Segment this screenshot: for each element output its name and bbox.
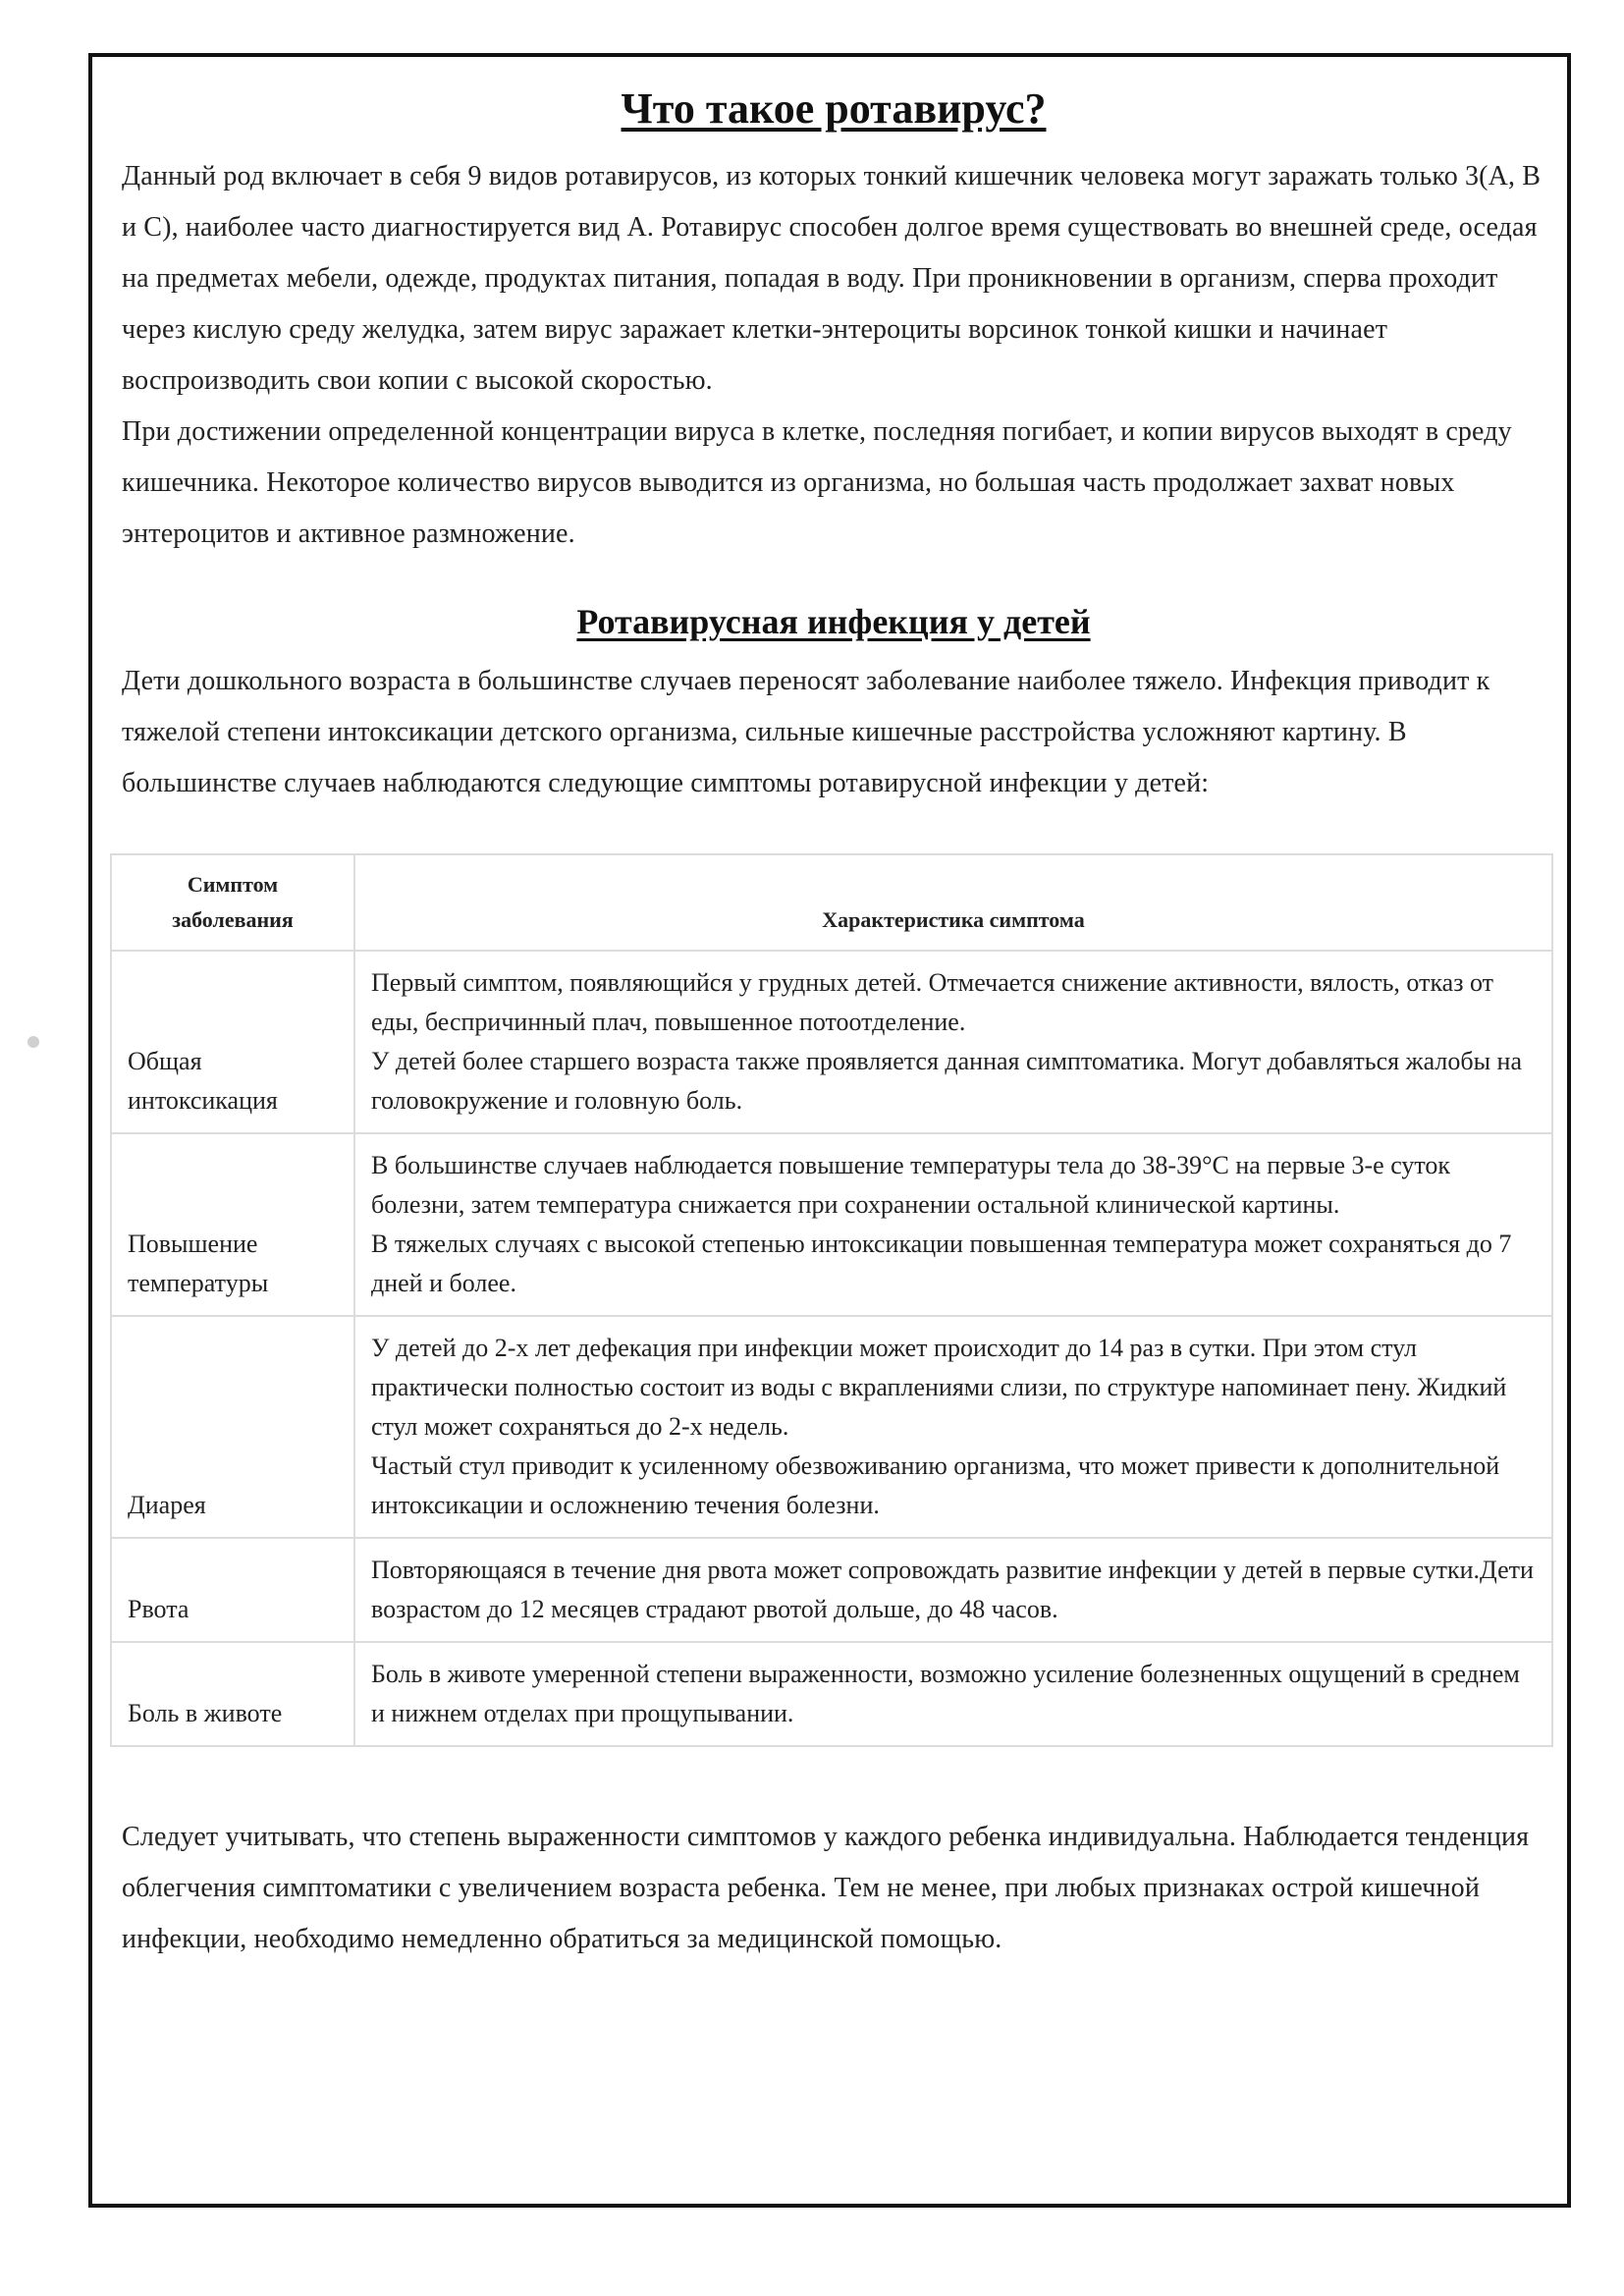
table-header-row — [111, 854, 1552, 951]
intro-paragraph-1: Данный род включает в себя 9 видов ротавирусов, из которых тонкий кишечник человека могут заражать только 3(A, B и C), наиболее часто диагностируется вид А. Ротавирус способен долгое время существовать во внешней среде, оседая на предметах мебели, одежде, продуктах питания, попадая в воду. При проникновении в организм, сперва проходит через кислую среду желудка, затем вирус заражает клетки-энтероциты ворсинок тонкой кишки и начинает воспроизводить свои копии с высокой скоростью. — [122, 161, 1542, 396]
section-paragraph: Дети дошкольного возраста в большинстве случаев переносят заболевание наиболее тяжело. Инфекция приводит к тяжелой степени интоксикации детского организма, сильные кишечные расстройства усложняют картину. В большинстве случаев наблюдаются следующие симптомы ротавирусной инфекции у детей: — [122, 666, 1490, 798]
section-title: Ротавирусная инфекция у детей — [576, 602, 1091, 641]
symptom-cell: Боль в животе — [111, 1642, 354, 1746]
header-description: Характеристика симптома — [354, 854, 1552, 951]
description-cell: Первый симптом, появляющийся у грудных детей. Отмечается снижение активности, вялость, отказ от еды, беспричинный плач, повышенное потоотделение. У детей более старшего возраста также проявляется данная симптоматика. Могут добавляться жалобы на головокружение и головную боль. — [354, 951, 1552, 1133]
footer-paragraph: Следует учитывать, что степень выраженности симптомов у каждого ребенка индивидуальна. Наблюдается тенденция облегчения симптоматики с увеличением возраста ребенка. Тем не менее, при любых признаках острой кишечной инфекции, необходимо немедленно обратиться за медицинской помощью. — [122, 1822, 1530, 1954]
intro-paragraph-2: При достижении определенной концентрации вируса в клетке, последняя погибает, и копии вирусов выходят в среду кишечника. Некоторое количество вирусов выводится из организма, но большая часть продолжает захват новых энтероцитов и активное размножение. — [122, 416, 1512, 549]
document-content — [122, 83, 1545, 1965]
symptom-cell: Повышение температуры — [111, 1133, 354, 1316]
table-row — [111, 1316, 1552, 1538]
description-cell: В большинстве случаев наблюдается повышение температуры тела до 38-39°С на первые 3-е суток болезни, затем температура снижается при сохранении остальной клинической картины. В тяжелых случаях с высокой степенью интоксикации повышенная температура может сохраняться до 7 дней и более. — [354, 1133, 1552, 1316]
scan-dot — [27, 1036, 39, 1048]
symptom-cell: Рвота — [111, 1538, 354, 1642]
table-row — [111, 1538, 1552, 1642]
symptom-cell: Диарея — [111, 1316, 354, 1538]
description-cell: Повторяющаяся в течение дня рвота может сопровождать развитие инфекции у детей в первые сутки.Дети возрастом до 12 месяцев страдают рвотой дольше, до 48 часов. — [354, 1538, 1552, 1642]
symptom-cell: Общая интоксикация — [111, 951, 354, 1133]
description-cell: У детей до 2-х лет дефекация при инфекции может происходит до 14 раз в сутки. При этом стул практически полностью состоит из воды с вкраплениями слизи, по структуре напоминает пену. Жидкий стул может сохраняться до 2-х недель. Частый стул приводит к усиленному обезвоживанию организма, что может привести к дополнительной интоксикации и осложнению течения болезни. — [354, 1316, 1552, 1538]
page-title: Что такое ротавирус? — [621, 84, 1047, 133]
table-row — [111, 1133, 1552, 1316]
symptoms-table — [110, 853, 1553, 1747]
table-row — [111, 951, 1552, 1133]
header-symptom: Симптом заболевания — [111, 854, 354, 951]
description-cell: Боль в животе умеренной степени выраженности, возможно усиление болезненных ощущений в среднем и нижнем отделах при прощупывании. — [354, 1642, 1552, 1746]
table-row — [111, 1642, 1552, 1746]
